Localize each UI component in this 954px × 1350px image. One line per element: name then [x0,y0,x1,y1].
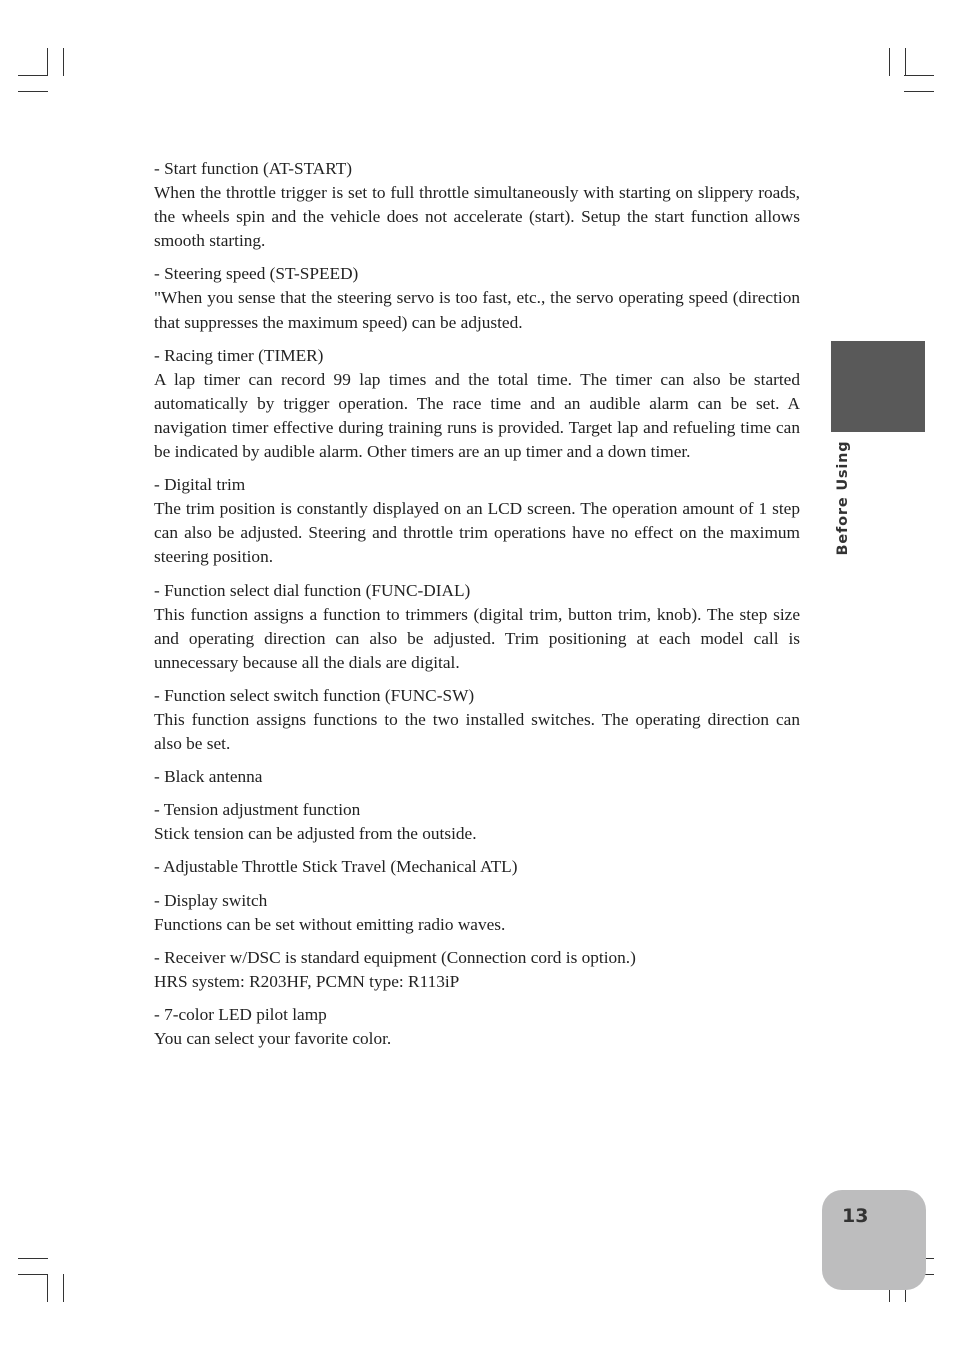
feature-description: This function assigns functions to the two installed switches. The operating direction can also be set. [154,709,800,754]
feature-section [154,765,800,789]
feature-list [154,157,800,1060]
feature-heading: - 7-color LED pilot lamp [154,1004,327,1024]
feature-section [154,855,800,879]
feature-description: You can select your favorite color. [154,1029,392,1048]
section-tab-label: Before Using [835,440,851,556]
feature-heading: - Function select switch function (FUNC-SW) [154,685,475,705]
feature-section [154,684,800,756]
crop-mark [18,75,48,76]
feature-section [154,157,800,253]
feature-section [154,1003,800,1051]
crop-mark [889,48,890,76]
page-number-tab [822,1190,926,1290]
feature-heading: - Tension adjustment function [154,800,361,820]
feature-heading: - Display switch [154,890,268,910]
crop-mark [18,91,48,92]
crop-mark [63,1274,64,1302]
feature-heading: - Function select dial function (FUNC-DIAL) [154,580,471,600]
feature-heading: - Receiver w/DSC is standard equipment (Connection cord is option.) [154,947,636,967]
crop-mark [63,48,64,76]
feature-section [154,344,800,464]
feature-section [154,889,800,937]
feature-description: "When you sense that the steering servo is too fast, etc., the servo operating speed (direction that suppresses the maximum speed) can be adjusted. [154,288,800,332]
crop-mark [18,1258,48,1259]
feature-section [154,262,800,334]
page-number: 13 [842,1205,869,1227]
feature-description: Functions can be set without emitting radio waves. [154,914,506,934]
crop-mark [47,48,48,76]
crop-mark [904,75,934,76]
feature-heading: - Adjustable Throttle Stick Travel (Mechanical ATL) [154,857,518,877]
section-tab-block [831,341,925,432]
feature-description: The trim position is constantly displayed on an LCD screen. The operation amount of 1 step can also be adjusted. Steering and throttle trim operations have no effect on the maximum steering position. [154,499,800,567]
feature-section [154,946,800,994]
crop-mark [47,1274,48,1302]
crop-mark [904,91,934,92]
feature-description: HRS system: R203HF, PCMN type: R113iP [154,971,460,991]
feature-heading: - Digital trim [154,475,246,495]
feature-description: This function assigns a function to trimmers (digital trim, button trim, knob). The step size and operating direction can also be adjusted. Trim positioning at each model call is unnecessary because all the dials are digital. [154,604,800,672]
feature-section [154,473,800,569]
feature-description: A lap timer can record 99 lap times and the total time. The timer can also be started automatically by trigger operation. The race time and an audible alarm can be set. A navigation timer effective during training runs is provided. Target lap and refueling time can be indicated by audible alarm. Other timers are an up timer and a down timer. [154,369,800,462]
feature-heading: - Steering speed (ST-SPEED) [154,264,359,284]
crop-mark [18,1274,48,1275]
feature-heading: - Racing timer (TIMER) [154,345,324,365]
feature-heading: - Start function (AT-START) [154,159,353,178]
feature-description: When the throttle trigger is set to full throttle simultaneously with starting on slippery roads, the wheels spin and the vehicle does not accelerate (start). Setup the start function allows smooth starting. [154,183,800,251]
feature-section [154,798,800,846]
feature-section [154,579,800,675]
crop-mark [905,48,906,76]
feature-heading: - Black antenna [154,767,263,787]
feature-description: Stick tension can be adjusted from the outside. [154,824,477,844]
